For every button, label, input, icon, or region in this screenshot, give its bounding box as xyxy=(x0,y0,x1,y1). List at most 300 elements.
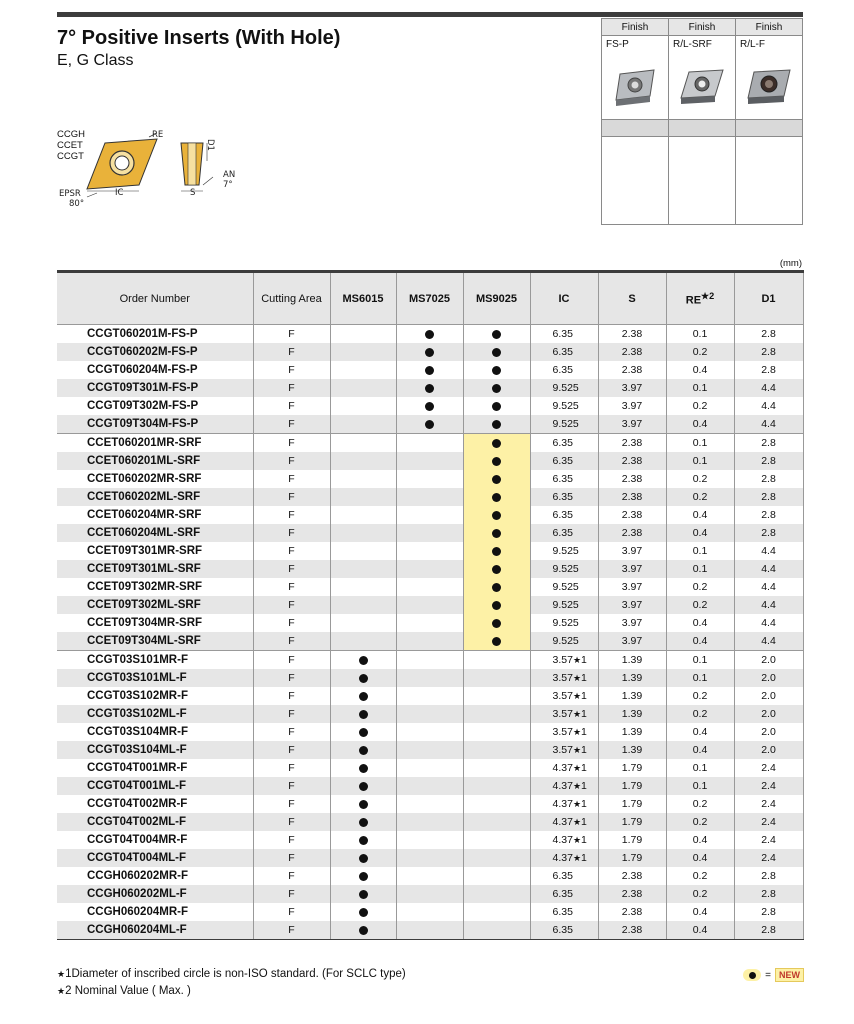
ic-number: 9.525 xyxy=(552,581,579,593)
grade-g2 xyxy=(396,831,463,849)
grade-g3 xyxy=(463,867,530,885)
col-ms7025: MS7025 xyxy=(396,272,463,325)
cutting-area: F xyxy=(253,632,330,651)
grade-g3 xyxy=(463,361,530,379)
availability-dot-icon xyxy=(492,493,501,502)
order-number: CCGT09T301M-FS-P xyxy=(57,379,253,397)
grade-g3 xyxy=(463,831,530,849)
order-number: CCET060201MR-SRF xyxy=(57,434,253,453)
grade-g2 xyxy=(396,452,463,470)
grade-g3 xyxy=(463,632,530,651)
re-value: 0.2 xyxy=(666,705,734,723)
grade-g1 xyxy=(330,470,396,488)
new-legend xyxy=(743,968,804,982)
code-ccgh: CCGH xyxy=(57,129,85,140)
order-number: CCET060202ML-SRF xyxy=(57,488,253,506)
cutting-area: F xyxy=(253,885,330,903)
ic-note: 1 xyxy=(581,672,587,684)
table-row xyxy=(57,560,803,578)
order-number: CCGT03S102MR-F xyxy=(57,687,253,705)
grade-g3 xyxy=(463,560,530,578)
table-row xyxy=(57,578,803,596)
re-value: 0.2 xyxy=(666,488,734,506)
ic-number: 6.35 xyxy=(552,437,573,449)
grade-g2 xyxy=(396,343,463,361)
code-ccet: CCET xyxy=(57,140,83,151)
re-value: 0.4 xyxy=(666,614,734,632)
ic-value xyxy=(530,831,598,849)
table-row xyxy=(57,651,803,670)
re-value: 0.1 xyxy=(666,542,734,560)
re-value: 0.4 xyxy=(666,632,734,651)
ic-value xyxy=(530,759,598,777)
col-cutting-area: Cutting Area xyxy=(253,272,330,325)
re-value: 0.1 xyxy=(666,651,734,670)
table-row xyxy=(57,452,803,470)
cutting-area: F xyxy=(253,614,330,632)
s-value: 2.38 xyxy=(598,885,666,903)
grade-g3 xyxy=(463,921,530,940)
star-icon: ★ xyxy=(572,727,582,737)
ic-note: 1 xyxy=(581,744,587,756)
ic-number: 9.525 xyxy=(552,635,579,647)
ic-number: 4.37 xyxy=(552,852,573,864)
table-row xyxy=(57,488,803,506)
re-value: 0.1 xyxy=(666,759,734,777)
ic-value xyxy=(530,488,598,506)
order-number: CCET09T304ML-SRF xyxy=(57,632,253,651)
re-value: 0.4 xyxy=(666,723,734,741)
d1-value: 2.8 xyxy=(734,452,803,470)
table-row xyxy=(57,813,803,831)
grade-g2 xyxy=(396,614,463,632)
order-number: CCET09T301ML-SRF xyxy=(57,560,253,578)
ic-value xyxy=(530,325,598,344)
col-ms9025: MS9025 xyxy=(463,272,530,325)
availability-dot-icon xyxy=(492,439,501,448)
grade-g2 xyxy=(396,361,463,379)
grade-g3 xyxy=(463,759,530,777)
ic-value xyxy=(530,741,598,759)
availability-dot-icon xyxy=(492,457,501,466)
star-icon: ★ xyxy=(572,709,582,719)
grade-g2 xyxy=(396,632,463,651)
availability-dot-icon xyxy=(492,330,501,339)
grade-g1 xyxy=(330,921,396,940)
cutting-area: F xyxy=(253,867,330,885)
d1-value: 4.4 xyxy=(734,632,803,651)
d1-value: 2.8 xyxy=(734,488,803,506)
order-number: CCGT03S101ML-F xyxy=(57,669,253,687)
re-value: 0.4 xyxy=(666,415,734,434)
order-number: CCGT09T304M-FS-P xyxy=(57,415,253,434)
grade-g3 xyxy=(463,777,530,795)
grade-g2 xyxy=(396,524,463,542)
order-number: CCET060202MR-SRF xyxy=(57,470,253,488)
d1-value: 4.4 xyxy=(734,379,803,397)
s-value: 2.38 xyxy=(598,452,666,470)
s-value: 1.39 xyxy=(598,651,666,670)
grade-g2 xyxy=(396,669,463,687)
grade-g1 xyxy=(330,831,396,849)
ic-value xyxy=(530,795,598,813)
ic-number: 3.57 xyxy=(552,726,573,738)
d1-value: 2.8 xyxy=(734,867,803,885)
grade-g1 xyxy=(330,651,396,670)
ic-number: 9.525 xyxy=(552,400,579,412)
re-value: 0.4 xyxy=(666,921,734,940)
ic-value xyxy=(530,343,598,361)
grade-g1 xyxy=(330,343,396,361)
s-value: 2.38 xyxy=(598,325,666,344)
cutting-area: F xyxy=(253,596,330,614)
order-number: CCGH060204MR-F xyxy=(57,903,253,921)
grade-g3 xyxy=(463,397,530,415)
d1-value: 2.8 xyxy=(734,325,803,344)
re-value: 0.2 xyxy=(666,867,734,885)
order-number: CCET060204MR-SRF xyxy=(57,506,253,524)
table-row xyxy=(57,632,803,651)
grade-g2 xyxy=(396,921,463,940)
grade-g2 xyxy=(396,723,463,741)
grade-g1 xyxy=(330,849,396,867)
re-value: 0.1 xyxy=(666,669,734,687)
s-value: 3.97 xyxy=(598,578,666,596)
grade-g1 xyxy=(330,524,396,542)
finish-header: Finish xyxy=(669,19,736,36)
s-value: 2.38 xyxy=(598,434,666,453)
ic-value xyxy=(530,434,598,453)
availability-dot-icon xyxy=(425,366,434,375)
ic-number: 4.37 xyxy=(552,798,573,810)
grade-g2 xyxy=(396,325,463,344)
ic-number: 9.525 xyxy=(552,617,579,629)
table-row xyxy=(57,614,803,632)
table-row xyxy=(57,596,803,614)
s-value: 1.39 xyxy=(598,723,666,741)
cutting-area: F xyxy=(253,705,330,723)
label-re: RE xyxy=(152,130,164,140)
re-value: 0.2 xyxy=(666,578,734,596)
availability-dot-icon xyxy=(359,926,368,935)
ic-value xyxy=(530,596,598,614)
cutting-area: F xyxy=(253,831,330,849)
footnote-mark: 2 xyxy=(65,985,72,997)
order-number: CCET060201ML-SRF xyxy=(57,452,253,470)
grade-g3 xyxy=(463,849,530,867)
order-number: CCET09T302ML-SRF xyxy=(57,596,253,614)
s-value: 1.79 xyxy=(598,759,666,777)
grade-g2 xyxy=(396,759,463,777)
ic-value xyxy=(530,813,598,831)
cutting-area: F xyxy=(253,903,330,921)
re-value: 0.2 xyxy=(666,885,734,903)
order-number: CCGT04T004ML-F xyxy=(57,849,253,867)
availability-dot-icon xyxy=(359,890,368,899)
re-value: 0.1 xyxy=(666,452,734,470)
d1-value: 2.8 xyxy=(734,885,803,903)
star-icon: ★ xyxy=(57,986,66,996)
availability-dot-icon xyxy=(359,746,368,755)
footnotes xyxy=(57,966,406,1000)
cutting-area: F xyxy=(253,759,330,777)
re-value: 0.4 xyxy=(666,849,734,867)
insert-diagram xyxy=(57,125,257,215)
s-value: 3.97 xyxy=(598,379,666,397)
availability-dot-icon xyxy=(492,637,501,646)
ic-number: 6.35 xyxy=(552,906,573,918)
cutting-area: F xyxy=(253,777,330,795)
availability-dot-icon xyxy=(492,420,501,429)
star-icon: ★ xyxy=(572,835,582,845)
star-icon: ★ xyxy=(57,969,66,979)
ic-value xyxy=(530,542,598,560)
d1-value: 2.0 xyxy=(734,723,803,741)
ic-number: 6.35 xyxy=(552,509,573,521)
s-value: 2.38 xyxy=(598,867,666,885)
grade-g3 xyxy=(463,470,530,488)
highlight-dot-icon xyxy=(743,969,761,981)
table-body xyxy=(57,325,803,940)
re-value: 0.4 xyxy=(666,524,734,542)
d1-value: 2.4 xyxy=(734,777,803,795)
grade-g1 xyxy=(330,632,396,651)
availability-dot-icon xyxy=(359,818,368,827)
finish-header: Finish xyxy=(602,19,669,36)
ic-number: 6.35 xyxy=(552,924,573,936)
code-ccgt: CCGT xyxy=(57,151,84,162)
ic-note: 1 xyxy=(581,780,587,792)
ic-number: 4.37 xyxy=(552,762,573,774)
s-value: 3.97 xyxy=(598,596,666,614)
cutting-area: F xyxy=(253,397,330,415)
re-value: 0.2 xyxy=(666,397,734,415)
re-value: 0.4 xyxy=(666,361,734,379)
s-value: 1.39 xyxy=(598,669,666,687)
grade-g2 xyxy=(396,397,463,415)
grade-g2 xyxy=(396,578,463,596)
cutting-area: F xyxy=(253,921,330,940)
availability-dot-icon xyxy=(492,583,501,592)
grade-g2 xyxy=(396,903,463,921)
availability-dot-icon xyxy=(359,710,368,719)
grade-g3 xyxy=(463,651,530,670)
re-value: 0.1 xyxy=(666,434,734,453)
ic-note: 1 xyxy=(581,708,587,720)
grade-g1 xyxy=(330,885,396,903)
ic-number: 4.37 xyxy=(552,834,573,846)
order-number: CCGT060201M-FS-P xyxy=(57,325,253,344)
availability-dot-icon xyxy=(359,800,368,809)
availability-dot-icon xyxy=(359,728,368,737)
ic-value xyxy=(530,614,598,632)
d1-value: 2.0 xyxy=(734,651,803,670)
grade-g3 xyxy=(463,542,530,560)
s-value: 2.38 xyxy=(598,470,666,488)
ic-value xyxy=(530,470,598,488)
availability-dot-icon xyxy=(492,529,501,538)
re-value: 0.1 xyxy=(666,379,734,397)
re-value: 0.1 xyxy=(666,560,734,578)
grade-g2 xyxy=(396,687,463,705)
table-row xyxy=(57,506,803,524)
footnote-text: Diameter of inscribed circle is non-ISO standard. (For SCLC type) xyxy=(71,968,406,980)
ic-value xyxy=(530,867,598,885)
table-row xyxy=(57,903,803,921)
ic-number: 9.525 xyxy=(552,563,579,575)
s-value: 3.97 xyxy=(598,614,666,632)
ic-value xyxy=(530,578,598,596)
cutting-area: F xyxy=(253,560,330,578)
grade-g3 xyxy=(463,723,530,741)
d1-value: 4.4 xyxy=(734,578,803,596)
s-value: 1.39 xyxy=(598,741,666,759)
footnote-1 xyxy=(57,966,406,983)
cutting-area: F xyxy=(253,452,330,470)
ic-value xyxy=(530,397,598,415)
grade-g3 xyxy=(463,669,530,687)
grade-g3 xyxy=(463,488,530,506)
ic-number: 6.35 xyxy=(552,888,573,900)
cutting-area: F xyxy=(253,524,330,542)
cutting-area: F xyxy=(253,470,330,488)
star-icon: ★ xyxy=(572,853,582,863)
d1-value: 4.4 xyxy=(734,415,803,434)
star-icon: ★ xyxy=(572,781,582,791)
ic-number: 6.35 xyxy=(552,346,573,358)
availability-dot-icon xyxy=(492,366,501,375)
s-value: 2.38 xyxy=(598,506,666,524)
grade-g1 xyxy=(330,560,396,578)
star-icon: ★ xyxy=(572,799,582,809)
ic-number: 9.525 xyxy=(552,599,579,611)
grade-g1 xyxy=(330,325,396,344)
availability-dot-icon xyxy=(492,384,501,393)
star-icon: ★ xyxy=(701,290,710,301)
grade-g1 xyxy=(330,452,396,470)
order-number: CCGT04T002MR-F xyxy=(57,795,253,813)
grade-g2 xyxy=(396,705,463,723)
ic-value xyxy=(530,885,598,903)
table-row xyxy=(57,415,803,434)
top-rule xyxy=(57,12,803,17)
ic-number: 3.57 xyxy=(552,690,573,702)
table-row xyxy=(57,777,803,795)
grade-g3 xyxy=(463,596,530,614)
cutting-area: F xyxy=(253,506,330,524)
label-epsr-angle: 80° xyxy=(69,199,85,209)
ic-value xyxy=(530,849,598,867)
footnote-mark: 1 xyxy=(65,968,72,980)
re-value: 0.2 xyxy=(666,596,734,614)
d1-value: 4.4 xyxy=(734,614,803,632)
d1-value: 2.4 xyxy=(734,813,803,831)
s-value: 1.79 xyxy=(598,777,666,795)
ic-number: 4.37 xyxy=(552,780,573,792)
grade-g3 xyxy=(463,506,530,524)
availability-dot-icon xyxy=(492,619,501,628)
grade-g1 xyxy=(330,759,396,777)
table-row xyxy=(57,741,803,759)
s-value: 2.38 xyxy=(598,921,666,940)
grade-g1 xyxy=(330,903,396,921)
col-ic: IC xyxy=(530,272,598,325)
s-value: 3.97 xyxy=(598,632,666,651)
order-number: CCGT060204M-FS-P xyxy=(57,361,253,379)
order-number: CCET060204ML-SRF xyxy=(57,524,253,542)
cutting-area: F xyxy=(253,669,330,687)
ic-value xyxy=(530,415,598,434)
ic-value xyxy=(530,361,598,379)
availability-dot-icon xyxy=(425,402,434,411)
cutting-area: F xyxy=(253,361,330,379)
grade-g3 xyxy=(463,524,530,542)
table-row xyxy=(57,921,803,940)
s-value: 2.38 xyxy=(598,524,666,542)
grade-g1 xyxy=(330,361,396,379)
legend-equals: = xyxy=(765,969,771,981)
insert-photo-srf xyxy=(669,55,736,120)
grade-g1 xyxy=(330,687,396,705)
grade-g2 xyxy=(396,415,463,434)
grade-g3 xyxy=(463,903,530,921)
order-number: CCGT04T002ML-F xyxy=(57,813,253,831)
s-value: 2.38 xyxy=(598,903,666,921)
s-value: 3.97 xyxy=(598,397,666,415)
order-number: CCGT03S101MR-F xyxy=(57,651,253,670)
grade-g2 xyxy=(396,379,463,397)
grade-g2 xyxy=(396,849,463,867)
unit-label: (mm) xyxy=(779,258,802,269)
s-value: 1.39 xyxy=(598,705,666,723)
re-value: 0.4 xyxy=(666,831,734,849)
s-value: 1.79 xyxy=(598,849,666,867)
grade-g2 xyxy=(396,885,463,903)
grade-g1 xyxy=(330,614,396,632)
ic-value xyxy=(530,921,598,940)
order-number: CCET09T304MR-SRF xyxy=(57,614,253,632)
ic-number: 6.35 xyxy=(552,328,573,340)
s-value: 2.38 xyxy=(598,361,666,379)
grade-g1 xyxy=(330,397,396,415)
grade-g3 xyxy=(463,705,530,723)
ic-value xyxy=(530,632,598,651)
availability-dot-icon xyxy=(425,330,434,339)
grade-g1 xyxy=(330,777,396,795)
grade-g2 xyxy=(396,506,463,524)
ic-number: 3.57 xyxy=(552,708,573,720)
col-re xyxy=(666,272,734,325)
label-ic: IC xyxy=(115,188,124,198)
ic-number: 3.57 xyxy=(552,654,573,666)
availability-dot-icon xyxy=(359,674,368,683)
re-value: 0.1 xyxy=(666,777,734,795)
availability-dot-icon xyxy=(492,475,501,484)
availability-dot-icon xyxy=(359,908,368,917)
grade-g2 xyxy=(396,434,463,453)
ic-number: 6.35 xyxy=(552,491,573,503)
col-order-number: Order Number xyxy=(57,272,253,325)
ic-value xyxy=(530,560,598,578)
cutting-area: F xyxy=(253,741,330,759)
table-row xyxy=(57,723,803,741)
grade-g3 xyxy=(463,452,530,470)
finish-table xyxy=(601,18,803,225)
cutting-area: F xyxy=(253,434,330,453)
ic-number: 9.525 xyxy=(552,545,579,557)
grade-g1 xyxy=(330,723,396,741)
cutting-area: F xyxy=(253,488,330,506)
